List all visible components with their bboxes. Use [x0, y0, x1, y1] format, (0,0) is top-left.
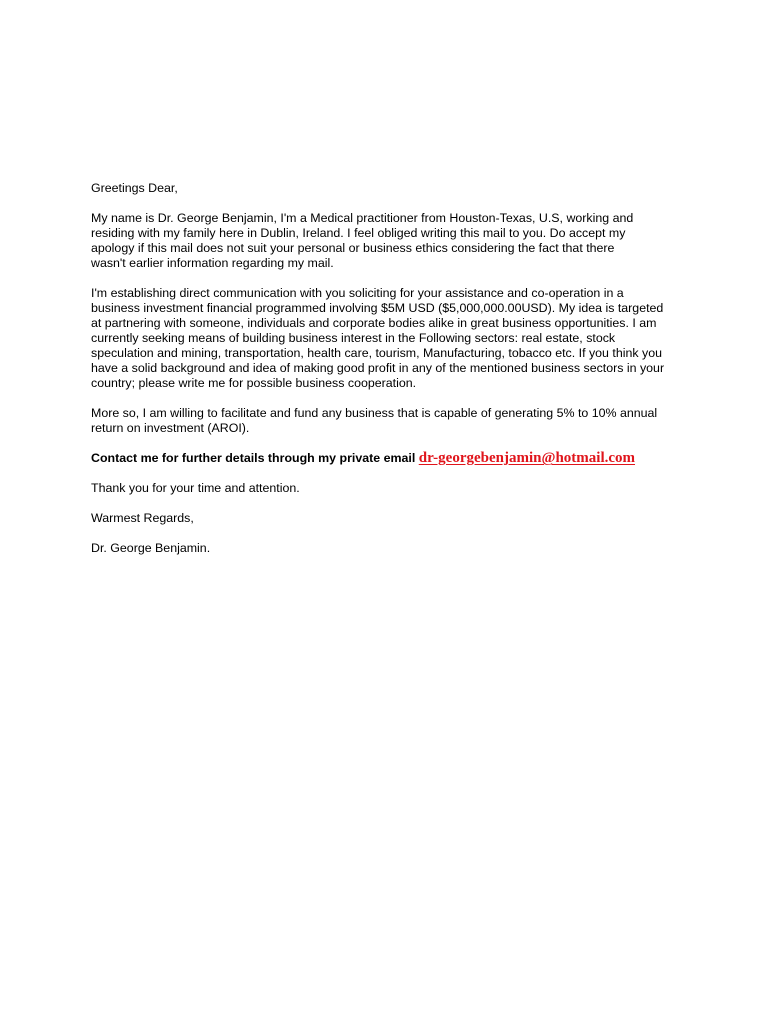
- greeting: Greetings Dear,: [91, 181, 178, 195]
- contact-line: [91, 451, 691, 466]
- text-line: country; please write me for possible business cooperation.: [91, 376, 417, 390]
- signature: Dr. George Benjamin.: [91, 541, 211, 555]
- text-line: speculation and mining, transportation, health care, tourism, Manufacturing, tobacco etc. If you think you: [91, 346, 662, 360]
- thanks-line: Thank you for your time and attention.: [91, 481, 300, 495]
- closing-line: Warmest Regards,: [91, 511, 194, 525]
- text-line: business investment financial programmed involving $5M USD ($5,000,000.00USD). My idea is targeted: [91, 301, 664, 315]
- text-line: apology if this mail does not suit your personal or business ethics considering the fact that there: [91, 241, 615, 255]
- text-line: I'm establishing direct communication with you soliciting for your assistance and co-operation in a: [91, 286, 624, 300]
- paragraph-funding: [91, 406, 691, 436]
- text-line: at partnering with someone, individuals and corporate bodies alike in great business opportunities. I am: [91, 316, 657, 330]
- text-line: return on investment (AROI).: [91, 421, 250, 435]
- text-line: have a solid background and idea of making good profit in any of the mentioned business sectors in your: [91, 361, 665, 375]
- text-line: currently seeking means of building business interest in the Following sectors: real estate, stock: [91, 331, 616, 345]
- letter-body: [91, 181, 691, 571]
- text-line: More so, I am willing to facilitate and fund any business that is capable of generating 5% to 10% annual: [91, 406, 658, 420]
- paragraph-introduction: [91, 211, 691, 271]
- text-line: wasn't earlier information regarding my mail.: [91, 256, 334, 270]
- contact-text: Contact me for further details through my private email: [91, 451, 416, 465]
- text-line: My name is Dr. George Benjamin, I'm a Medical practitioner from Houston-Texas, U.S, working and: [91, 211, 634, 225]
- paragraph-proposal: [91, 286, 691, 391]
- email-link[interactable]: dr-georgebenjamin@hotmail.com: [418, 450, 636, 466]
- text-line: residing with my family here in Dublin, Ireland. I feel obliged writing this mail to you. Do accept my: [91, 226, 626, 240]
